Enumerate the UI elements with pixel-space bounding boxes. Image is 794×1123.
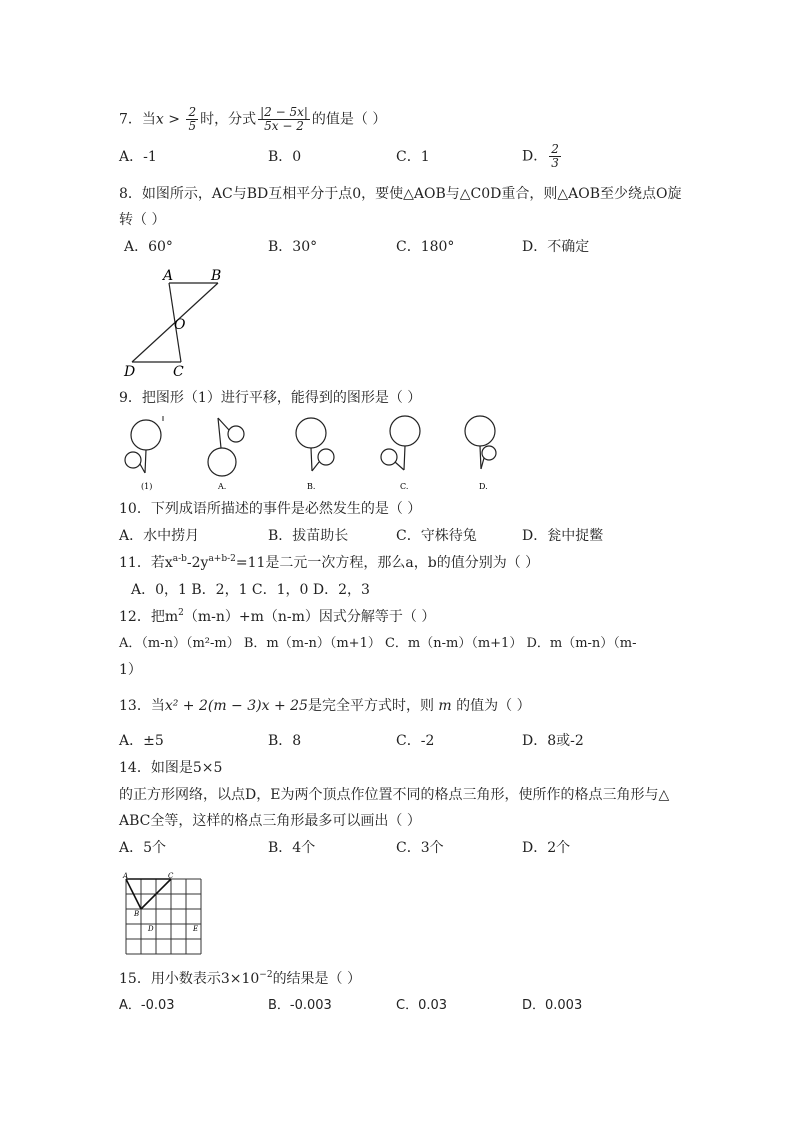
grid-label-b: B [134, 910, 140, 918]
q8-option-c: C．180° [396, 239, 455, 255]
q12-pre: 12．把m [119, 609, 179, 625]
q15-option-a: A．-0.03 [119, 998, 175, 1013]
point-label-c: C [173, 364, 184, 380]
shape-d [465, 416, 496, 491]
shape-b [296, 418, 334, 491]
q11-pre: 11．若x [119, 555, 173, 571]
q12-options: A．（m-n）（m²-m） B．m（m-n）（m+1） C．m（n-m）（m+1） D．m（m-n）（m- [119, 636, 637, 651]
q7-cond-num: 2 [188, 105, 197, 119]
q14-option-d: D．2个 [522, 840, 571, 856]
q14-grid-figure [120, 870, 204, 956]
q12-post: （m-n）+m（n-m）因式分解等于（ ） [183, 609, 436, 625]
q15-stem [119, 969, 361, 989]
q13-expression: x² + 2(m − 3)x + 25 [164, 698, 308, 714]
shape-label-1: (1) [141, 482, 153, 491]
shape-c [381, 416, 420, 491]
point-label-o: O [174, 317, 186, 333]
q11-post: =11是二元一次方程，那么a，b的值分别为（ ） [235, 555, 540, 571]
q13-option-c: C．-2 [396, 733, 435, 749]
q13-option-d: D．8或-2 [522, 733, 584, 749]
q8-stem-line1: 8．如图所示，AC与BD互相平分于点0，要使△AOB与△C0D重合，则△AOB至少绕点O旋 [119, 186, 682, 202]
grid-label-e: E [193, 925, 199, 933]
q13-option-b: B．8 [268, 733, 302, 749]
q13-post: 的值为（ ） [456, 698, 531, 714]
q11-sup1: a-b [172, 554, 187, 564]
shape-label-b: B. [307, 482, 316, 491]
q13-option-a: A．±5 [119, 733, 164, 749]
q7-frac-num: |2 − 5x| [260, 105, 308, 119]
q12-sup: 2 [178, 608, 184, 618]
q10-stem: 10．下列成语所描述的事件是必然发生的是（ ） [119, 501, 422, 517]
q7-option-b: B．0 [268, 149, 302, 165]
q11-options: A．0，1 B．2，1 C．1，0 D．2，3 [131, 582, 370, 598]
q13-var: m [438, 698, 452, 714]
q7-opt-d-den: 3 [551, 156, 559, 170]
q8-option-a: A．60° [124, 239, 173, 255]
q11-stem [119, 553, 539, 573]
q13-mid: 是完全平方式时，则 [307, 698, 434, 714]
q7-condition-var: x > [155, 111, 180, 128]
q10-option-a: A．水中捞月 [119, 528, 200, 544]
q15-expr-base: 3×10 [220, 971, 260, 987]
grid-label-a: A [123, 872, 129, 880]
q14-option-b: B．4个 [268, 840, 316, 856]
q15-option-d: D．0.003 [522, 998, 583, 1013]
q7-option-a: A．-1 [119, 149, 157, 165]
q15-post: 的结果是（ ） [272, 971, 362, 987]
q10-option-b: B．拔苗助长 [268, 528, 349, 544]
shape-1 [125, 416, 163, 491]
q14-stem-line3: ABC全等，这样的格点三角形最多可以画出（ ） [119, 813, 421, 829]
q8-figure [118, 265, 228, 380]
shape-label-c: C. [400, 482, 409, 491]
q7-opt-d-num: 2 [551, 142, 559, 156]
q7-cond-den: 5 [188, 119, 197, 133]
q7-option-d-fraction [549, 143, 561, 170]
q10-option-c: C．守株待兔 [396, 528, 477, 544]
q7-option-d-label: D． [522, 148, 548, 165]
grid-label-c: C [168, 872, 174, 880]
q11-sup2: a+b-2 [208, 554, 236, 564]
q8-option-b: B．30° [268, 239, 318, 255]
q15-option-c: C．0.03 [396, 998, 448, 1013]
q10-option-d: D．瓮中捉鳖 [522, 528, 604, 544]
q13-pre: 13．当 [119, 698, 165, 714]
q7-mid: 时，分式 [200, 111, 257, 128]
point-label-a: A [163, 268, 174, 284]
q13-stem [119, 696, 531, 716]
q7-frac-den: 5x − 2 [264, 119, 304, 133]
grid-label-d: D [148, 925, 154, 933]
q14-stem-line2: 的正方形网络，以点D，E为两个顶点作位置不同的格点三角形，使所作的格点三角形与△ [119, 787, 670, 803]
q9-stem: 9．把图形（1）进行平移，能得到的图形是（ ） [119, 390, 422, 406]
q15-expr-exp: −2 [259, 970, 273, 980]
q15-pre: 15．用小数表示 [119, 971, 221, 987]
q8-stem-line2: 转（ ） [119, 212, 166, 228]
point-label-d: D [124, 364, 136, 380]
q9-figure [118, 413, 518, 495]
q12-options-cont: 1） [119, 662, 142, 678]
q12-stem [119, 607, 435, 627]
q8-option-d: D．不确定 [522, 239, 590, 255]
q7-stem [119, 106, 386, 133]
q7-option-d [522, 143, 563, 170]
q7-option-c: C．1 [396, 149, 430, 165]
shape-a [208, 418, 244, 491]
point-label-b: B [211, 268, 222, 284]
q7-condition-fraction [186, 106, 198, 133]
shape-label-a: A. [218, 482, 227, 491]
q11-mid: -2y [186, 555, 209, 571]
q7-suffix: 的值是（ ） [311, 111, 387, 128]
shape-label-d: D. [479, 482, 488, 491]
q14-option-c: C．3个 [396, 840, 444, 856]
q7-prefix: 7．当 [119, 111, 156, 128]
q14-stem-line1: 14．如图是5×5 [119, 760, 223, 776]
q14-option-a: A．5个 [119, 840, 167, 856]
q7-fraction [258, 106, 310, 133]
q15-option-b: B．-0.003 [268, 998, 332, 1013]
